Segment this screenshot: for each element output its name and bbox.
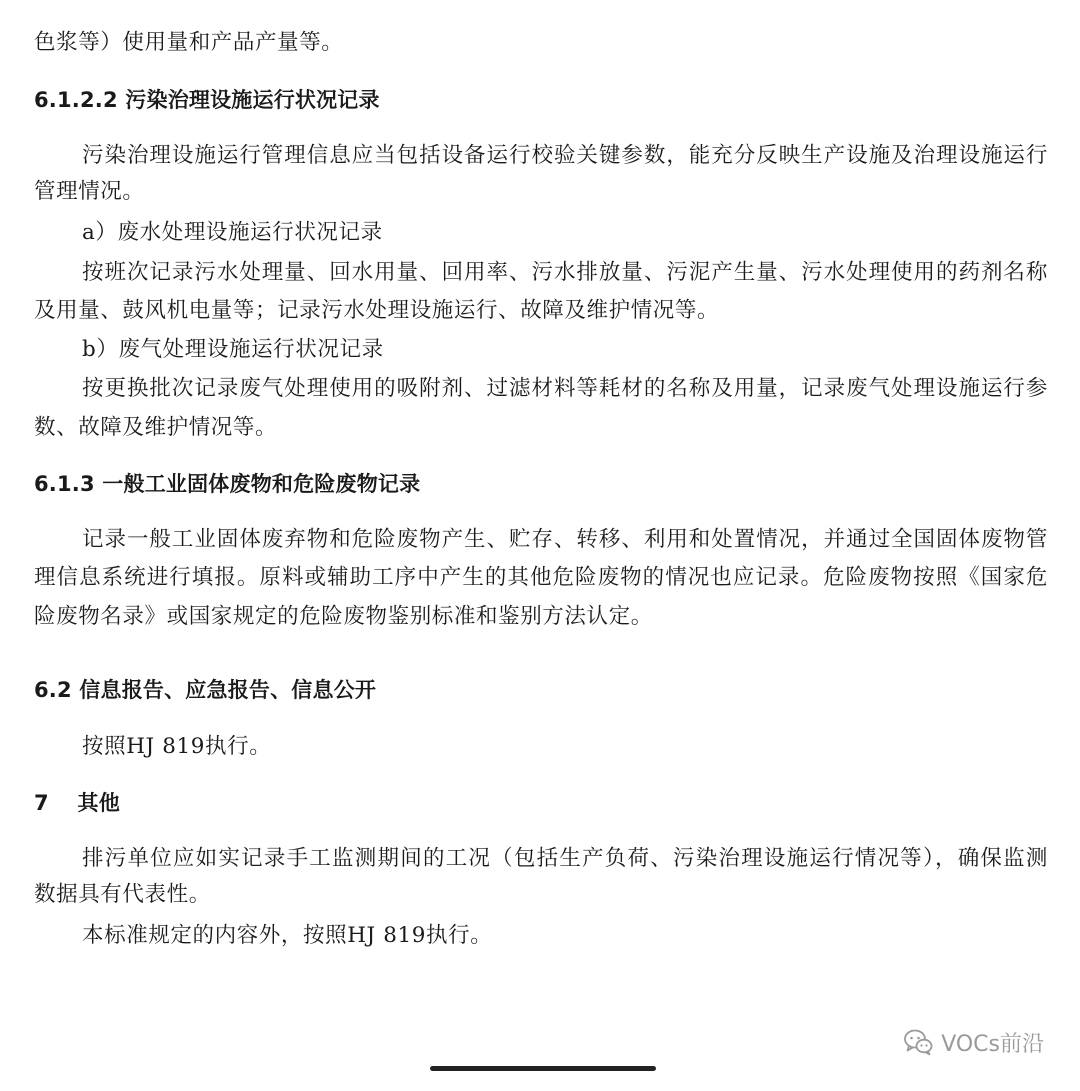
- paragraph-line: 排污单位应如实记录手工监测期间的工况（包括生产负荷、污染治理设施运行情况等），确保监测: [82, 846, 1048, 871]
- paragraph-line: 按班次记录污水处理量、回水用量、回用率、污水排放量、污泥产生量、污水处理使用的药剂名称: [82, 260, 1048, 285]
- paragraph-line: 管理情况。: [34, 179, 145, 204]
- section-heading-6-1-3: 6.1.3 一般工业固体废物和危险废物记录: [34, 472, 421, 496]
- list-item-b-title: b）废气处理设施运行状况记录: [82, 337, 384, 362]
- paragraph-line: 理信息系统进行填报。原料或辅助工序中产生的其他危险废物的情况也应记录。危险废物按照《国家危: [34, 565, 1048, 590]
- list-item-a-title: a）废水处理设施运行状况记录: [82, 220, 383, 245]
- paragraph-line: 记录一般工业固体废弃物和危险废物产生、贮存、转移、利用和处置情况，并通过全国固体废物管: [82, 527, 1048, 552]
- paragraph-line: 数据具有代表性。: [34, 882, 211, 907]
- section-heading-7: 7 其他: [34, 791, 120, 815]
- watermark-text: VOCs前沿: [941, 1031, 1044, 1057]
- paragraph-line: 按更换批次记录废气处理使用的吸附剂、过滤材料等耗材的名称及用量，记录废气处理设施运行参: [82, 376, 1048, 401]
- paragraph-line: 按照HJ 819执行。: [82, 734, 272, 759]
- paragraph-line: 色浆等）使用量和产品产量等。: [34, 30, 344, 55]
- section-heading-6-1-2-2: 6.1.2.2 污染治理设施运行状况记录: [34, 88, 380, 112]
- home-indicator-bar[interactable]: [430, 1066, 656, 1071]
- paragraph-line: 及用量、鼓风机电量等；记录污水处理设施运行、故障及维护情况等。: [34, 298, 720, 323]
- paragraph-line: 本标准规定的内容外，按照HJ 819执行。: [82, 923, 493, 948]
- wechat-official-account-icon: [903, 1028, 933, 1056]
- watermark: [903, 1025, 1044, 1059]
- section-heading-6-2: 6.2 信息报告、应急报告、信息公开: [34, 678, 377, 702]
- paragraph-line: 险废物名录》或国家规定的危险废物鉴别标准和鉴别方法认定。: [34, 604, 653, 629]
- paragraph-line: 数、故障及维护情况等。: [34, 415, 278, 440]
- paragraph-line: 污染治理设施运行管理信息应当包括设备运行校验关键参数，能充分反映生产设施及治理设施运行: [82, 143, 1048, 168]
